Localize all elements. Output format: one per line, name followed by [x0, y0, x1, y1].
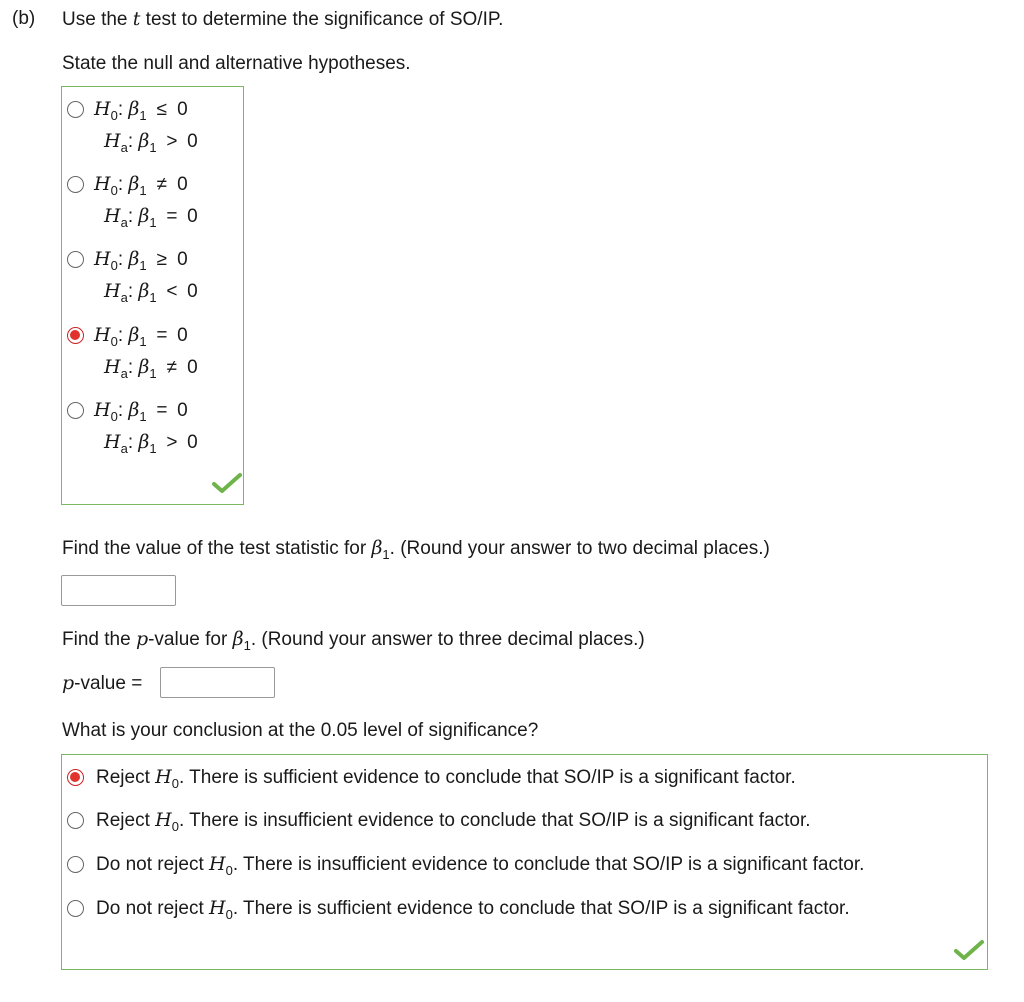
hypothesis-option-3-radio[interactable]	[67, 251, 84, 268]
test-statistic-prompt: Find the value of the test statistic for $\beta_1$. (Round your answer to two decimal places.)	[62, 537, 770, 562]
hypothesis-option-2-radio[interactable]	[67, 176, 84, 193]
hypothesis-option-4-null: $H_0$: $\beta_1 = 0$	[94, 324, 188, 349]
hypothesis-option-5-null: $H_0$: $\beta_1 = 0$	[94, 399, 188, 424]
hypotheses-prompt: State the null and alternative hypotheses.	[62, 53, 411, 74]
conclusion-option-1-label: Reject $H_0$. There is sufficient evidence to conclude that SO/IP is a significant factor.	[96, 766, 796, 791]
conclusion-option-1-radio[interactable]	[67, 769, 84, 786]
hypothesis-option-3-alternative: $H_a$: $\beta_1 < 0$	[104, 280, 198, 305]
p-value-prompt: Find the p-value for $\beta_1$. (Round your answer to three decimal places.)	[62, 628, 645, 653]
hypothesis-option-1-null: $H_0$: $\beta_1 \le 0$	[94, 98, 188, 123]
hypothesis-option-4-alternative: $H_a$: $\beta_1 \ne 0$	[104, 356, 198, 381]
hypothesis-option-3-null: $H_0$: $\beta_1 \ge 0$	[94, 248, 188, 273]
hypothesis-option-4-radio[interactable]	[67, 327, 84, 344]
part-question: Use the t test to determine the significance of SO/IP.	[62, 8, 504, 30]
hypothesis-option-1-alternative: $H_a$: $\beta_1 > 0$	[104, 130, 198, 155]
conclusion-prompt: What is your conclusion at the 0.05 level of significance?	[62, 720, 539, 741]
conclusion-option-2-label: Reject $H_0$. There is insufficient evidence to conclude that SO/IP is a significant factor.	[96, 809, 811, 834]
checkmark-icon	[212, 472, 242, 494]
conclusion-option-3-radio[interactable]	[67, 856, 84, 873]
test-statistic-input[interactable]	[61, 575, 176, 606]
hypothesis-option-2-alternative: $H_a$: $\beta_1 = 0$	[104, 205, 198, 230]
hypothesis-option-2-null: $H_0$: $\beta_1 \ne 0$	[94, 173, 188, 198]
conclusion-option-4-radio[interactable]	[67, 900, 84, 917]
conclusion-option-4-label: Do not reject $H_0$. There is sufficient evidence to conclude that SO/IP is a significant factor.	[96, 897, 850, 922]
hypothesis-option-5-alternative: $H_a$: $\beta_1 > 0$	[104, 431, 198, 456]
part-label: (b)	[12, 8, 36, 29]
p-value-label: p-value =	[62, 672, 143, 694]
p-value-input[interactable]	[160, 667, 275, 698]
conclusion-option-3-label: Do not reject $H_0$. There is insufficient evidence to conclude that SO/IP is a significant factor.	[96, 853, 865, 878]
hypothesis-option-1-radio[interactable]	[67, 101, 84, 118]
checkmark-icon	[954, 939, 984, 961]
conclusion-option-2-radio[interactable]	[67, 812, 84, 829]
hypothesis-option-5-radio[interactable]	[67, 402, 84, 419]
